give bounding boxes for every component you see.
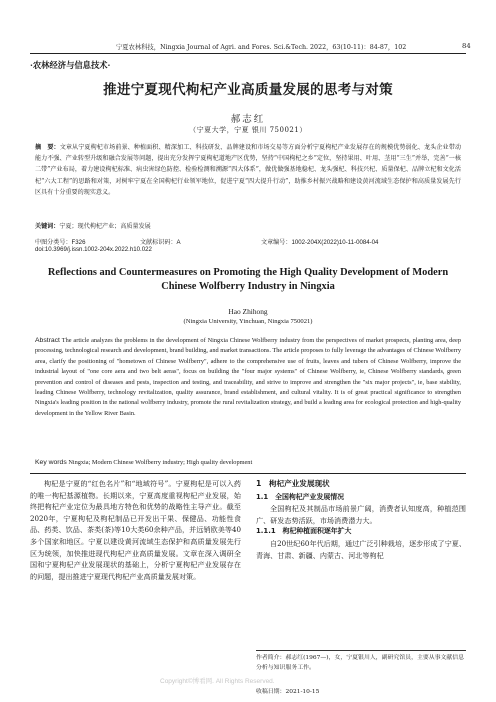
intro-paragraph: 枸杞是宁夏的“红色名片”和“地域符号”。宁夏枸杞是可以入药的唯一枸杞基源植物。长期以来，宁夏高度重视枸杞产业发展，始终把枸杞产业定位为最具地方特色和优势的战略性主导产业。截至2020年，宁夏枸杞及枸杞制品已开发出干果、保健品、功能性食品、药类、饮品、茶类(茶)等10大类60余种产品，并远销欧美等40多个国家和地区。宁夏以建设黄河流域生态保护和高质量发展先行区为统领，加快推进现代枸杞产业高质量发展。文章在深入调研全国和宁夏枸杞产业发展现状的基础上，分析宁夏枸杞产业发展存在的问题，提出推进宁夏现代枸杞产业高质量发展对策。 xyxy=(30,479,241,581)
column-name: ·农林经济与信息技术· xyxy=(30,60,111,70)
abstract-en-text: The article analyzes the problems in the development of Ningxia Chinese Wolfberry industry from the perspectives of market prospects, planting area, deep processing, technological research and development, brand building, and market transactions. The article proposes to fully leverage the advantages of Chinese Wolfberry area, clarify the positioning of "hometown of Chinese Wolfberry", adhere to the comprehensive use of fruits, leaves and tubers of Chinese Wolfberry, improve the industrial layout of "one core aera and two belt aeras", focus on building the "four major systems" of Chinese Wolfberry, ie, Chinese Wolfberry standards, green prevention and control of diseases and pests, inspection and testing, and traceability, and strive to improve and strengthen the "six major projects", ie, base stability, leading Chinese Wolfberry, technology revitalization, quality assurance, brand establishment, and cultural vitality. It is of great practical significance to strengthen Ningxia's leading position in the national wolfberry industry, promote the rural revitalization strategy, and build a leading area for ecological protection and high-quality development in the Yellow River Basin. xyxy=(35,337,461,417)
clc-number: 中图分类号：F326 xyxy=(35,239,86,246)
doi: doi:10.3969/j.issn.1002-204x.2022.h10.022 xyxy=(35,246,152,253)
footnote-rule xyxy=(256,650,466,651)
body-right-column xyxy=(256,478,466,561)
keywords-cn xyxy=(35,221,461,230)
body-separator xyxy=(30,473,466,474)
abstract-cn-label: 摘 要： xyxy=(35,144,60,151)
affiliation-en: (Ningxia University, Yinchuan, Ningxia 750021) xyxy=(183,318,313,325)
keywords-en-label: Key words xyxy=(35,459,67,466)
subsubsection-paragraph: 自20世纪60年代后期，通过广泛引种栽培，逐步形成了宁夏、青海、甘肃、新疆、内蒙古、河北等枸杞 xyxy=(256,538,466,560)
title-cn: 推进宁夏现代枸杞产业高质量发展的思考与对策 xyxy=(103,82,393,98)
keywords-en xyxy=(35,459,461,466)
abstract-en-label: Abstract xyxy=(35,337,60,344)
journal-header: 宁夏农林科技，Ningxia Journal of Agri. and Fores. Sci.&Tech. 2022，63(10-11)：84-87，102 xyxy=(116,44,407,51)
subsection-paragraph: 全国枸杞及其制品市场前景广阔，消费者认知度高，种植范围广、研发态势活跃，市场消费潜力大。 xyxy=(256,504,466,525)
author-footnote: 作者简介：郝志红(1967—)，女，宁夏银川人，副研究馆员，主要从事文献信息分析与知识服务工作。 xyxy=(256,655,465,671)
abstract-cn xyxy=(35,142,461,198)
abstract-cn-text: 文章从宁夏枸杞市场前景、种植面积、精深加工、科技研发、品牌建设和市场交易等方面分析宁夏枸杞产业发展存在的规模优势弱化、龙头企业带动能力不强、产业转型升级和融合发展等问题，提出充分发挥宁夏枸杞道地产区优势，坚持“中国枸杞之乡”定位，坚持果用、叶用、茎用“三生”并举，完善“一核二带”产业布局，着力建设枸杞标准、病虫害绿色防控、检验检测和溯源“四大体系”，做优做强基地稳杞、龙头强杞、科技兴杞、质量保杞、品牌立杞和文化活杞“六大工程”的思路和对策，对树牢宁夏在全国枸杞行业领军地位，促进宁夏“四大提升行动”，助推乡村振兴战略和建设黄河流域生态保护和高质量发展先行区具有十分重要的现实意义。 xyxy=(35,144,462,196)
subsection-heading: 1.1 全国枸杞产业发展情况 xyxy=(256,492,345,501)
section-heading: 1 枸杞产业发展现状 xyxy=(256,479,330,488)
keywords-cn-text: 宁夏；现代枸杞产业；高质量发展 xyxy=(59,223,151,230)
abstract-en xyxy=(35,336,461,419)
author-en: Hao Zhihong xyxy=(228,307,268,316)
copyright-watermark: Copyright©博看网. All Rights Reserved. xyxy=(160,678,275,685)
title-en: Reflections and Countermeasures on Promoting the High Quality Development of Modern Chinese Wolfberry Industry in Ningxia xyxy=(47,267,449,292)
author-cn: 郝志红 xyxy=(230,114,266,125)
keywords-en-text: Ningxia; Modern Chinese Wolfberry industry; High quality development xyxy=(68,459,253,466)
article-number: 文章编号：1002-204X(2022)10-11-0084-04 xyxy=(261,239,379,246)
document-code: 文献标识码：A xyxy=(140,239,181,246)
keywords-cn-label: 关键词： xyxy=(35,223,60,230)
page-number: 84 xyxy=(462,42,471,50)
subsubsection-heading: 1.1.1 枸杞种植面积逐年扩大 xyxy=(256,527,352,536)
body-left-column xyxy=(30,478,241,582)
header-rule xyxy=(30,53,466,54)
received-date: 收稿日期：2021-10-15 xyxy=(256,689,320,695)
affiliation-cn: （宁夏大学，宁夏 银川 750021） xyxy=(189,126,307,134)
